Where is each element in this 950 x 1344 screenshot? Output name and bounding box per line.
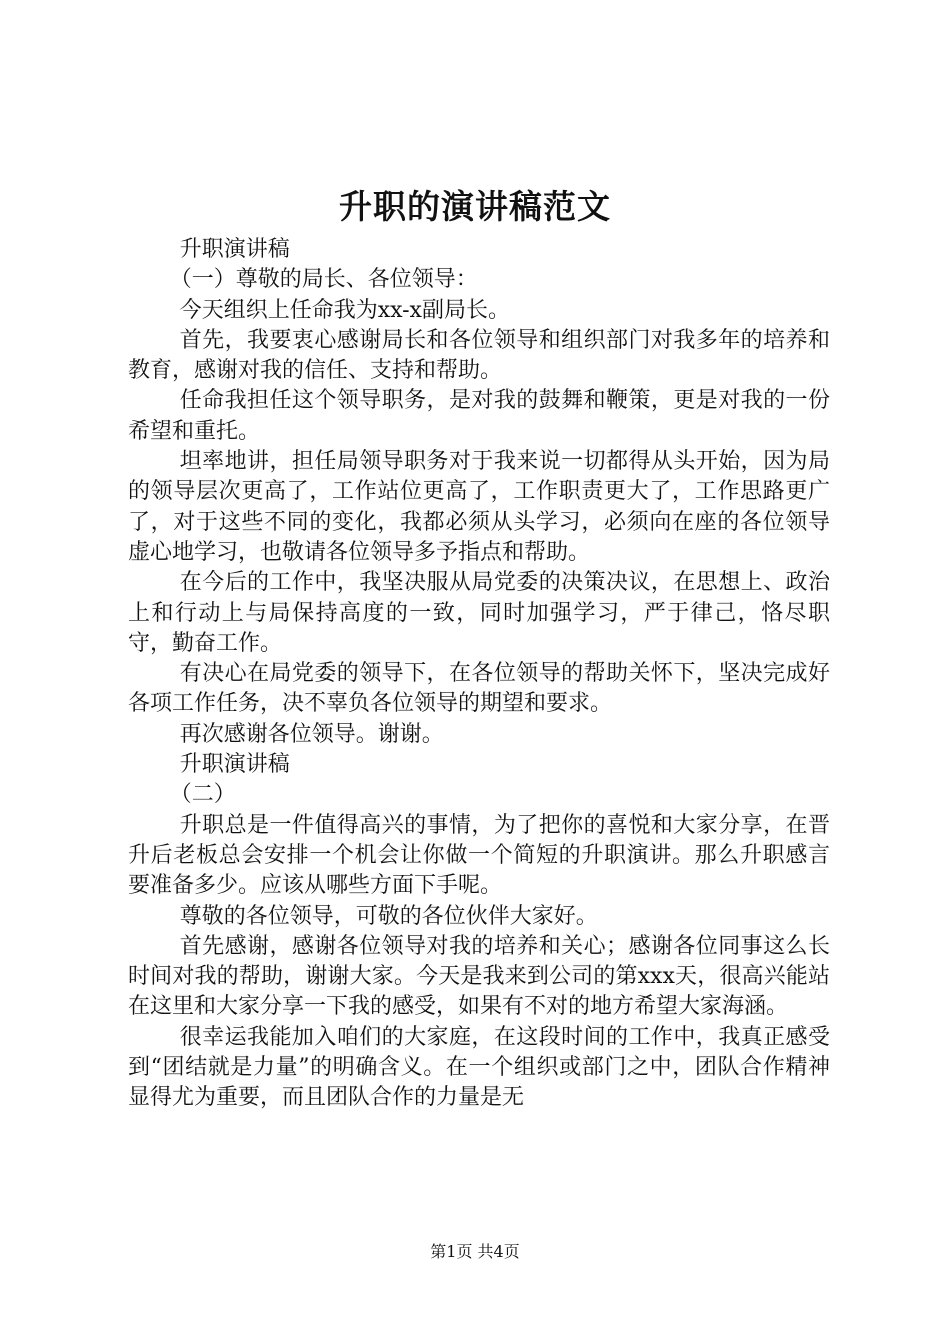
paragraph: 今天组织上任命我为xx-x副局长。: [179, 297, 510, 323]
paragraph: 首先，我要衷心感谢局长和各位领导和组织部门对我多年的培养和教育，感谢对我的信任、支持和帮助。: [128, 327, 830, 384]
paragraph: 首先感谢，感谢各位领导对我的培养和关心；感谢各位同事这么长时间对我的帮助，谢谢大家。今天是我来到公司的第xxx天，很高兴能站在这里和大家分享一下我的感受，如果有不对的地方希望大家海涵。: [128, 933, 830, 1020]
paragraph: 有决心在局党委的领导下，在各位领导的帮助关怀下，坚决完成好各项工作任务，决不辜负各位领导的期望和要求。: [128, 661, 830, 717]
paragraph: （二）: [169, 782, 236, 808]
page-footer: 第1页 共4页: [430, 1242, 520, 1261]
paragraph: 任命我担任这个领导职务，是对我的鼓舞和鞭策，更是对我的一份希望和重托。: [128, 388, 830, 444]
paragraph: 在今后的工作中，我坚决服从局党委的决策决议，在思想上、政治上和行动上与局保持高度的一致，同时加强学习，严于律己，恪尽职守，勤奋工作。: [128, 570, 830, 656]
paragraph: 坦率地讲，担任局领导职务对于我来说一切都得从头开始，因为局的领导层次更高了，工作站位更高了，工作职责更大了，工作思路更广了，对于这些不同的变化，我都必须从头学习，必须向在座的各位领导虚心地学习，也敬请各位领导多予指点和帮助。: [128, 449, 830, 565]
paragraph: 升职演讲稿: [179, 237, 290, 262]
document-body: [128, 235, 830, 1114]
paragraph: 升职演讲稿: [179, 752, 290, 778]
document-title: 升职的演讲稿范文: [339, 187, 611, 226]
paragraph: 很幸运我能加入咱们的大家庭，在这段时间的工作中，我真正感受到“团结就是力量”的明确含义。在一个组织或部门之中，团队合作精神显得尤为重要，而且团队合作的力量是无: [128, 1024, 830, 1111]
paragraph: 升职总是一件值得高兴的事情，为了把你的喜悦和大家分享，在晋升后老板总会安排一个机会让你做一个简短的升职演讲。那么升职感言要准备多少。应该从哪些方面下手呢。: [128, 812, 830, 899]
paragraph: 再次感谢各位领导。谢谢。: [179, 721, 444, 747]
paragraph: （一）尊敬的局长、各位领导：: [169, 267, 478, 293]
paragraph: 尊敬的各位领导，可敬的各位伙伴大家好。: [179, 903, 598, 929]
